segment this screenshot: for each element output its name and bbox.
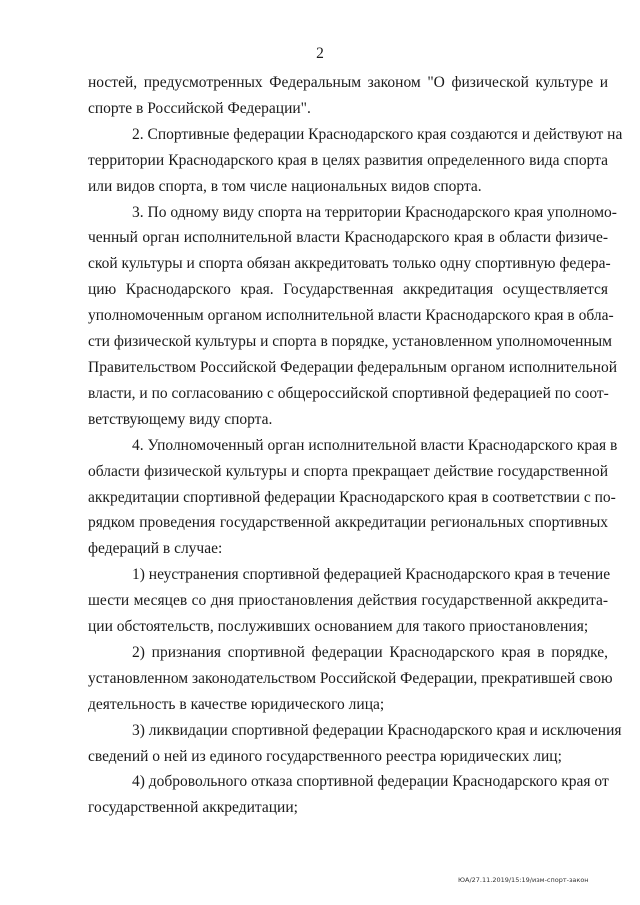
text-line: или видов спорта, в том числе национальных видов спорта.: [88, 177, 482, 195]
paragraph: [88, 562, 611, 640]
text-line: ции обстоятельств, послуживших основанием для такого приостановления;: [88, 618, 589, 636]
page-number: 2: [316, 45, 324, 62]
text-line: области физической культуры и спорта прекращает действие государственной: [88, 462, 608, 480]
paragraph: [88, 769, 608, 821]
paragraph: [88, 200, 617, 433]
text-line: Правительством Российской Федерации федеральным органом исполнительной: [88, 358, 617, 376]
text-line: ченный орган исполнительной власти Краснодарского края в области физиче-: [88, 229, 608, 247]
text-line: 3. По одному виду спорта на территории Краснодарского края уполномо-: [132, 203, 617, 221]
text-line: федераций в случае:: [88, 540, 223, 558]
text-line: ской культуры и спорта обязан аккредитовать только одну спортивную федера-: [88, 255, 611, 273]
text-line: аккредитации спортивной федерации Краснодарского края в соответствии с по-: [88, 488, 616, 506]
paragraph: [88, 718, 622, 770]
text-line: 4) добровольного отказа спортивной федерации Краснодарского края от: [132, 773, 609, 791]
paragraph: [88, 640, 613, 718]
text-line: цию Краснодарского края. Государственная аккредитация осуществляется: [88, 281, 608, 299]
text-line: 3) ликвидации спортивной федерации Краснодарского края и исключения: [132, 721, 622, 739]
text-line: 4. Уполномоченный орган исполнительной власти Краснодарского края в: [132, 436, 618, 454]
text-line: ностей, предусмотренных Федеральным законом "О физической культуре и: [88, 74, 608, 91]
text-line: деятельность в качестве юридического лица;: [88, 695, 385, 713]
text-line: государственной аккредитации;: [88, 799, 298, 817]
text-line: спорте в Российской Федерации".: [88, 99, 311, 117]
text-line: уполномоченным органом исполнительной власти Краснодарского края в обла-: [88, 307, 614, 325]
paragraph: [88, 433, 618, 563]
text-line: 2. Спортивные федерации Краснодарского края создаются и действуют на: [132, 125, 623, 143]
text-line: ветствующему виду спорта.: [88, 410, 273, 428]
text-line: шести месяцев со дня приостановления действия государственной аккредита-: [88, 592, 608, 610]
text-line: 2) признания спортивной федерации Краснодарского края в порядке,: [132, 643, 608, 661]
text-line: сведений о ней из единого государственного реестра юридических лиц;: [88, 747, 562, 765]
text-line: власти, и по согласованию с общероссийской спортивной федерацией по соот-: [88, 384, 609, 402]
text-line: территории Краснодарского края в целях развития определенного вида спорта: [88, 151, 608, 169]
footer-document-code: ЮА/27.11.2019/15:19/изм-спорт-закон: [458, 876, 589, 884]
paragraph: [88, 70, 608, 122]
text-line: 1) неустранения спортивной федерацией Краснодарского края в течение: [132, 566, 611, 584]
text-line: рядком проведения государственной аккредитации региональных спортивных: [88, 514, 608, 532]
text-line: установленном законодательством Российской Федерации, прекратившей свою: [88, 669, 613, 687]
document-body: [88, 70, 623, 821]
text-line: сти физической культуры и спорта в порядке, установленном уполномоченным: [88, 333, 612, 351]
paragraph: [88, 122, 623, 200]
